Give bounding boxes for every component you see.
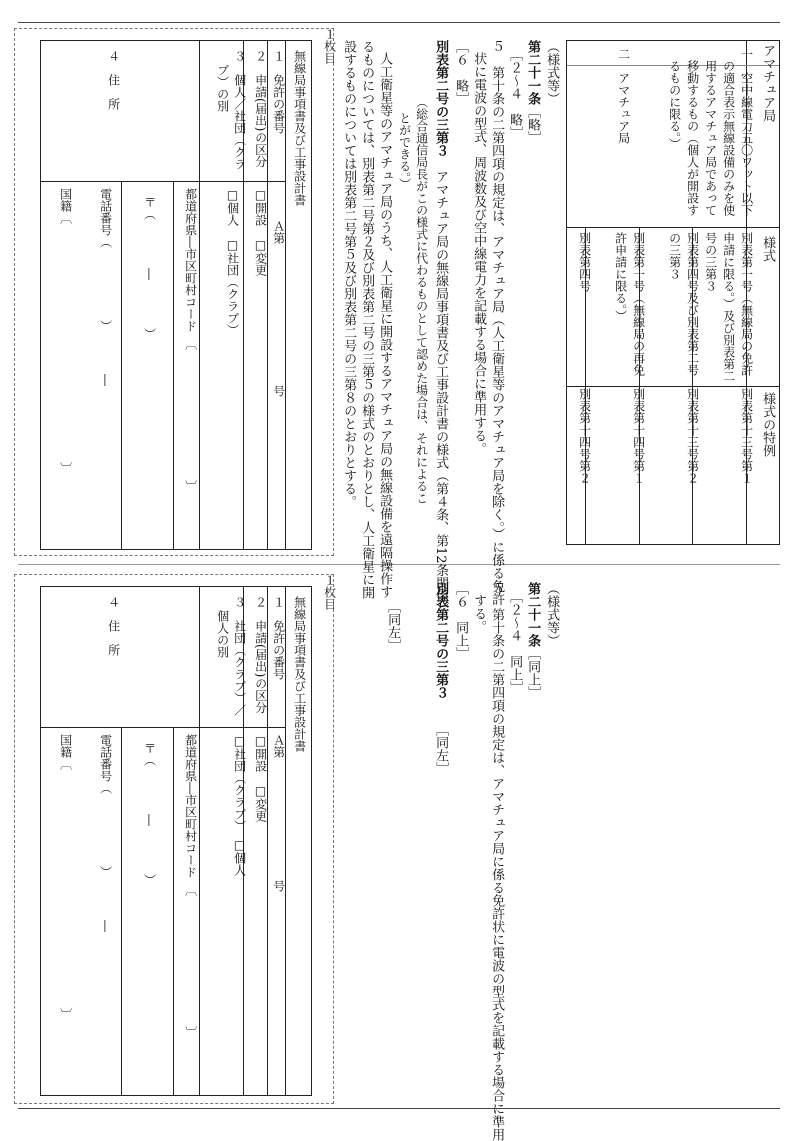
table-r4c2: 別表第四号 <box>577 232 592 292</box>
top-note-l2: るものについては、別表第二号第２及び別表第二号の三第５の様式のとおりとし、人工衛星に開 <box>359 40 375 599</box>
top-para-5-l1: ５ 第十条の二第四項の規定は、アマチュア局（人工衛星等のアマチュア局を除く。）に係る免許 <box>489 40 505 606</box>
top-form-item3-l1: ３ 個人／社団（クラ <box>232 50 247 170</box>
table-r3c1: 二 アマチュア局 <box>616 48 631 144</box>
form-line <box>173 181 174 549</box>
bottom-form-item3-l2: 個人の別 <box>215 610 230 658</box>
table-r3c2-l1: 別表第一号（無線局の再免 <box>631 232 646 376</box>
top-form-item1: １ 免許の番号 <box>271 50 286 134</box>
table-r1c2-l3: 号の三第３ <box>703 232 718 292</box>
bottom-form-item3-l1: ３ 社団（クラブ）／ <box>232 596 247 716</box>
bottom-form-addr2: 〒（ ― ） <box>142 742 157 886</box>
table-r1c1-l3: 用するアマチュア局であって <box>703 60 718 216</box>
bottom-appendix-note: ［同左］ <box>433 723 449 775</box>
top-form-addr1-end: 〕 <box>183 480 198 492</box>
bottom-form-sheet: １枚目 <box>322 574 337 610</box>
top-form-item4: ４ 住 所 <box>106 50 121 110</box>
top-form-addr4-end: 〕 <box>58 462 73 474</box>
bottom-heading: （様式等） <box>544 582 560 647</box>
middle-rule <box>18 564 780 565</box>
bottom-form-item3-val: □社団（クラブ） □個人 <box>232 734 247 876</box>
top-form-addr4: 国籍〔 <box>58 188 73 224</box>
form-line <box>173 727 174 1095</box>
table-h1: アマチュア局 <box>760 44 776 122</box>
bottom-form-addr3: 電話番号（ ） ― <box>98 734 113 932</box>
bottom-appendix-title: 別表第二号の三第３ <box>433 582 449 699</box>
top-appendix-line <box>430 40 450 616</box>
top-form-addr3: 電話番号（ ） ― <box>98 188 113 386</box>
bottom-form-item1-suffix: 号 <box>271 880 286 892</box>
top-form-addr1: 都道府県―市区町村コード 〔 <box>183 188 198 350</box>
bottom-rule <box>18 1108 780 1109</box>
table-r1c2-l1: 別表第一号（無線局の免許 <box>739 232 754 376</box>
bottom-form-addr1-end: 〕 <box>183 1026 198 1038</box>
bottom-form-item2: ２ 申請(届出)の区分 <box>253 596 268 714</box>
top-appendix-l2: （総合通信局長がこの様式に代わるものとして認めた場合は、それによるこ <box>414 96 429 504</box>
top-appendix-l1: アマチュア局の無線局事項書及び工事設計書の様式（第４条、第12条関係） <box>433 157 449 616</box>
bottom-form-item1-val: Ａ第 <box>271 734 286 758</box>
top-para-2-4: ［２～４ 略］ <box>507 48 523 139</box>
table-r3c3: 別表第十四号第１ <box>631 388 646 484</box>
top-form-item2-val: □開設 □変更 <box>253 188 268 276</box>
top-article: 第二十一条 <box>525 40 541 105</box>
top-form-item1-suffix: 号 <box>271 385 286 397</box>
bottom-article: 第二十一条 <box>525 582 541 647</box>
top-rule <box>18 22 780 23</box>
table-r3c2-l2: 許申請に限る。） <box>613 232 628 322</box>
bottom-para-2-4: ［２～４ 同上］ <box>507 590 523 694</box>
bottom-appendix-line <box>430 582 450 775</box>
table-r2c2: 別表第四号及び別表第二号 <box>685 232 700 376</box>
bottom-form-item1: １ 免許の番号 <box>271 596 286 680</box>
table-row-line <box>567 227 779 228</box>
bottom-para-5-l2: する。 <box>471 594 487 633</box>
bottom-para-6: ［６ 同上］ <box>453 582 469 660</box>
form-line <box>121 727 122 1095</box>
table-r1c1-l2: の適合表示無線設備のみを使 <box>721 60 736 216</box>
top-appendix-title: 別表第二号の三第３ <box>433 40 449 157</box>
bottom-left-note: ［同左］ <box>385 600 401 652</box>
bottom-form-item4: ４ 住 所 <box>106 596 121 656</box>
table-h3: 様式の特例 <box>760 392 776 457</box>
bottom-form-title: 無線局事項書及び工事設計書 <box>292 596 307 752</box>
table-row-line <box>567 386 779 387</box>
top-form-item1-val: Ａ第 <box>271 220 286 244</box>
top-form-item3-val: □個人 □社団（クラブ） <box>225 188 240 336</box>
bottom-para-5-l1: ５ 第十条の二第四項の規定は、アマチュア局に係る免許状に電波の型式を記載する場合に準用 <box>489 582 505 1141</box>
top-appendix-l3: とができる。） <box>397 112 412 190</box>
bottom-article-note: ［同上］ <box>525 647 541 699</box>
top-form-sheet: １枚目 <box>322 28 337 64</box>
table-r2c2b: の三第３ <box>667 232 682 280</box>
top-note-l3: 設するものについては別表第二号第５及び別表第二号の三第８のとおりとする。 <box>341 40 357 508</box>
bottom-form-addr1: 都道府県―市区町村コード 〔 <box>183 734 198 896</box>
top-form-item2: ２ 申請(届出)の区分 <box>253 50 268 168</box>
table-r1c1-l5: るものに限る。） <box>667 60 682 150</box>
table-h2: 様式 <box>760 236 776 262</box>
form-line <box>41 181 285 182</box>
top-form-addr2: 〒（ ― ） <box>142 196 157 340</box>
bottom-form-item2-val: □開設 □変更 <box>253 734 268 822</box>
table-r1c3: 別表第十三号第１ <box>739 388 754 484</box>
top-note-l1: 人工衛星等のアマチュア局のうち、人工衛星に開設するアマチュア局の無線設備を遠隔操作す <box>377 52 393 598</box>
top-form-title: 無線局事項書及び工事設計書 <box>292 50 307 206</box>
form-line <box>41 727 285 728</box>
table-r2c3: 別表第十三号第２ <box>685 388 700 484</box>
top-form-item3-l2: ブ）の別 <box>215 64 230 112</box>
top-article-note: ［略］ <box>525 105 541 144</box>
bottom-article-line <box>522 582 542 699</box>
table-r1c1-l1: 一 空中線電力五〇ワット以下 <box>739 48 754 216</box>
table-r4c3: 別表第十四号第２ <box>577 388 592 484</box>
bottom-form-addr4: 国籍〔 <box>58 734 73 770</box>
top-para-5-l2: 状に電波の型式、周波数及び空中線電力を記載する場合に準用する。 <box>471 52 487 455</box>
top-article-line <box>522 40 542 144</box>
table-r1c2-l2: 申請に限る。）及び別表第二 <box>721 232 736 382</box>
top-para-6: ［６ 略］ <box>453 40 469 105</box>
table-r1c1-l4: 移動するもの（個人が開設す <box>685 60 700 216</box>
form-line <box>121 181 122 549</box>
bottom-form-addr4-end: 〕 <box>58 1008 73 1020</box>
top-heading: （様式等） <box>544 40 560 105</box>
